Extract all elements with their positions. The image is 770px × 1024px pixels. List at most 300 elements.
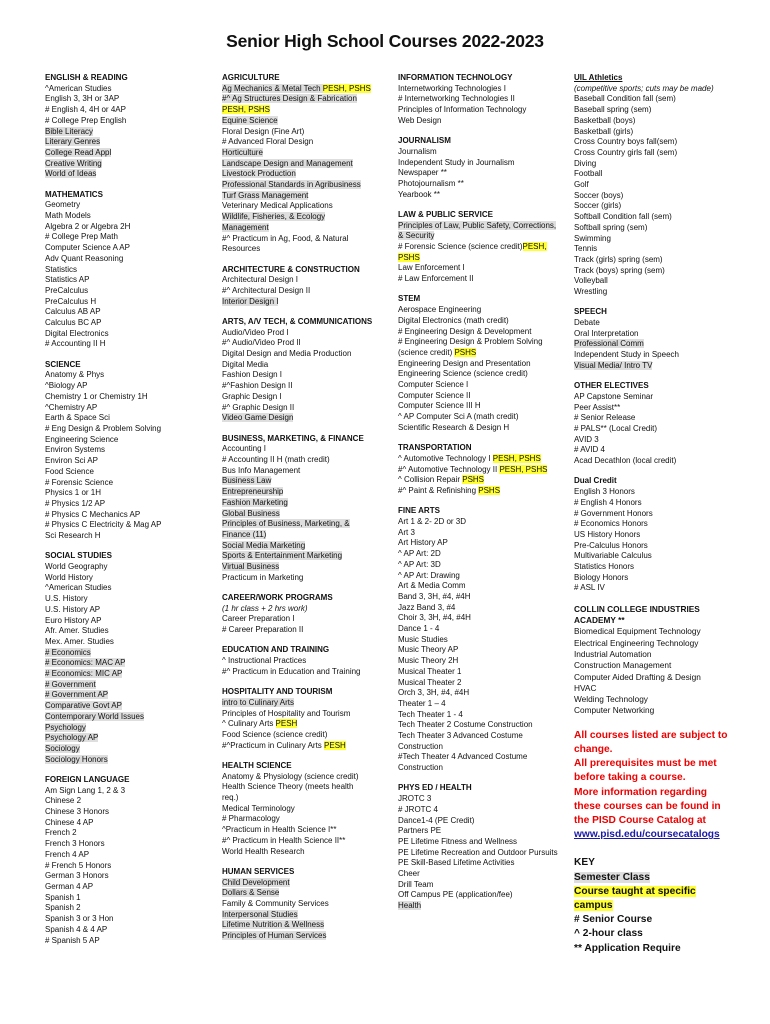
course-item (45, 222, 210, 233)
course-text: ^American Studies (45, 583, 112, 593)
campus-highlight: PESH (324, 740, 346, 750)
course-text: Accounting I (222, 444, 267, 454)
course-text: US History Honors (574, 529, 641, 539)
course-item (45, 903, 210, 914)
course-text: Scientific Research & Design H (398, 422, 510, 432)
course-item (398, 752, 560, 763)
section-heading: EDUCATION AND TRAINING (222, 645, 330, 655)
section (222, 761, 389, 857)
course-item (45, 84, 210, 95)
course-text: Sociology (45, 743, 80, 753)
course-item (222, 169, 389, 180)
course-text: Spanish 1 (45, 892, 81, 902)
key-specific-campus: Course taught at specific campus (574, 885, 696, 911)
course-text: French 4 AP (45, 849, 90, 859)
course-item (574, 541, 734, 552)
course-item (45, 94, 210, 105)
course-text: Football (574, 169, 603, 179)
course-item (45, 329, 210, 340)
course-item (222, 413, 389, 424)
course-text: Bible Literacy (45, 126, 94, 136)
course-item (574, 424, 734, 435)
section (574, 476, 734, 594)
course-item (398, 486, 560, 497)
course-text: Computer Science I (398, 380, 469, 390)
section-heading: ARCHITECTURE & CONSTRUCTION (222, 264, 360, 274)
course-item (45, 914, 210, 925)
course-text: Interior Design I (222, 296, 279, 306)
course-text: French 3 Honors (45, 839, 105, 849)
course-item (45, 413, 210, 424)
course-text: #^ Ag Structures Design & Fabrication (222, 94, 357, 104)
course-item (398, 380, 560, 391)
campus-highlight: PESH, PSHS (322, 83, 371, 93)
column-3 (398, 73, 560, 921)
course-text: # Government Honors (574, 508, 653, 518)
course-text: Environ Systems (45, 445, 106, 455)
section (398, 506, 560, 774)
section (222, 73, 389, 255)
course-text: French 2 (45, 828, 77, 838)
course-text: # Engineering Design & Problem Solving (398, 337, 543, 347)
course-text: Virtual Business (222, 562, 280, 572)
section-heading: SCIENCE (45, 359, 81, 369)
course-item (222, 604, 389, 615)
course-item (45, 159, 210, 170)
course-item (574, 148, 734, 159)
course-item (222, 297, 389, 308)
course-text: World Geography (45, 562, 108, 572)
course-item (45, 148, 210, 159)
course-item (574, 255, 734, 266)
course-text: Food Science (45, 466, 94, 476)
course-text: Music Theory 2H (398, 656, 459, 666)
note-line: All prerequisites must be met (574, 758, 717, 770)
section (45, 190, 210, 351)
course-text: Jazz Band 3, #4 (398, 602, 456, 612)
campus-highlight: PSHS (478, 485, 501, 495)
course-text: Statistics Honors (574, 562, 635, 572)
course-text: ^Chemistry AP (45, 402, 98, 412)
course-item (398, 305, 560, 316)
course-item (398, 538, 560, 549)
course-text: Biology Honors (574, 572, 629, 582)
key-heading: KEY (574, 857, 595, 869)
course-text: Dance1-4 (PE Credit) (398, 815, 475, 825)
course-text: Independent Study in Journalism (398, 157, 515, 167)
course-item (45, 573, 210, 584)
course-text: World of Ideas (45, 169, 97, 179)
course-text: Cross Country boys fall(sem) (574, 137, 678, 147)
course-text: Wildlife, Fisheries, & Ecology (222, 212, 326, 222)
course-item (398, 369, 560, 380)
course-item (398, 826, 560, 837)
course-item (398, 901, 560, 912)
course-item (398, 158, 560, 169)
course-text: # College Prep English (45, 115, 127, 125)
course-item (222, 466, 389, 477)
course-text: Principles of Law, Public Safety, Corrections, (398, 220, 557, 230)
course-text: ^ AP Art: 3D (398, 559, 441, 569)
course-item (45, 562, 210, 573)
course-item (45, 690, 210, 701)
course-text: College Read Appl (45, 147, 112, 157)
campus-highlight: PSHS (462, 475, 485, 485)
course-text: Sports & Entertainment Marketing (222, 551, 343, 561)
course-item (45, 403, 210, 414)
course-text: Tech Theater 3 Advanced Costume (398, 731, 523, 741)
campus-highlight: PSHS (454, 347, 477, 357)
course-text: Graphic Design I (222, 391, 282, 401)
course-item (574, 84, 734, 95)
course-item (222, 562, 389, 573)
course-item (45, 755, 210, 766)
course-item (398, 731, 560, 742)
course-text: #^ Practicum in Ag, Food, & Natural (222, 233, 349, 243)
course-item (45, 265, 210, 276)
course-text: #Tech Theater 4 Advanced Costume (398, 752, 528, 762)
course-item (45, 297, 210, 308)
course-item (398, 337, 560, 348)
course-text: Chinese 3 Honors (45, 807, 110, 817)
course-text: Social Media Marketing (222, 540, 306, 550)
course-text: Family & Community Services (222, 898, 329, 908)
course-item (222, 349, 389, 360)
course-text: Child Development (222, 877, 290, 887)
course-text: U.S. History AP (45, 604, 101, 614)
course-item (398, 816, 560, 827)
collin-academy-section (574, 604, 734, 717)
course-item (398, 645, 560, 656)
section-heading: CAREER/WORK PROGRAMS (222, 593, 333, 603)
course-item (45, 583, 210, 594)
course-item (45, 435, 210, 446)
course-text: Softball Condition fall (sem) (574, 212, 672, 222)
course-item (574, 498, 734, 509)
course-text: AP Capstone Seminar (574, 391, 654, 401)
course-text: Photojournalism ** (398, 178, 464, 188)
course-item (222, 212, 389, 223)
section-heading: STEM (398, 294, 421, 304)
course-text: # Career Preparation II (222, 625, 304, 635)
campus-highlight: PSHS (398, 252, 420, 262)
course-text: Off Campus PE (application/fee) (398, 890, 513, 900)
course-item (398, 858, 560, 869)
course-text: Wrestling (574, 287, 608, 297)
course-text: Earth & Space Sci (45, 413, 110, 423)
course-item (574, 287, 734, 298)
course-item (398, 581, 560, 592)
course-text: Diving (574, 158, 597, 168)
course-text: Afr. Amer. Studies (45, 626, 109, 636)
course-text: Physics 1 or 1H (45, 488, 102, 498)
course-text: # College Prep Math (45, 232, 118, 242)
course-item (574, 562, 734, 573)
campus-highlight: PESH, PSHS (492, 453, 541, 463)
course-text: Finance (11) (222, 529, 267, 539)
course-text: ^ AP Computer Sci A (math credit) (398, 412, 519, 422)
course-item (45, 786, 210, 797)
course-text: Law Enforcement I (398, 263, 465, 273)
course-text: Baseball spring (sem) (574, 105, 652, 115)
course-item (398, 890, 560, 901)
course-item (45, 850, 210, 861)
course-item (398, 105, 560, 116)
course-item (398, 242, 560, 253)
course-text: Baseball Condition fall (sem) (574, 94, 676, 104)
course-item (45, 200, 210, 211)
course-text: Art & Media Comm (398, 581, 466, 591)
campus-highlight: PESH (275, 719, 298, 729)
course-text: Resources (222, 244, 261, 254)
course-item (45, 286, 210, 297)
course-text: Debate (574, 318, 600, 328)
course-item (45, 531, 210, 542)
course-text: req.) (222, 793, 239, 803)
course-catalog-link[interactable]: www.pisd.edu/coursecatalogs (574, 829, 720, 841)
course-item (398, 190, 560, 201)
course-text: Engineering Science (45, 434, 119, 444)
course-text: Musical Theater 1 (398, 666, 462, 676)
course-text: Principles of Human Services (222, 931, 327, 941)
section (222, 434, 389, 584)
course-item (574, 435, 734, 446)
course-text: Yearbook ** (398, 189, 440, 199)
course-item (45, 733, 210, 744)
course-item (398, 475, 560, 486)
course-text: # Physics 1/2 AP (45, 498, 106, 508)
course-text: Pre-Calculus Honors (574, 540, 648, 550)
course-text: Fashion Design I (222, 370, 283, 380)
course-text: # Eng Design & Problem Solving (45, 423, 162, 433)
course-text: #^ Automotive Technology II (398, 464, 500, 474)
course-item (222, 338, 389, 349)
page-title: Senior High School Courses 2022-2023 (226, 31, 544, 51)
course-text: # English 4 Honors (574, 497, 642, 507)
course-text: # Law Enforcement II (398, 274, 474, 284)
section (574, 307, 734, 371)
course-item (398, 805, 560, 816)
course-text: Practicum in Marketing (222, 572, 304, 582)
course-item (45, 318, 210, 329)
section-heading: AGRICULTURE (222, 73, 280, 82)
course-text: Acad Decathlon (local credit) (574, 456, 677, 466)
course-text: # Economics Honors (574, 519, 648, 529)
course-text: Dollars & Sense (222, 888, 280, 898)
note-line: before taking a course. (574, 772, 686, 784)
course-text: Environ Sci AP (45, 456, 98, 466)
course-text: #^Fashion Design II (222, 381, 293, 391)
course-text: # Accounting II H (math credit) (222, 454, 330, 464)
section-heading: Dual Credit (574, 476, 617, 486)
course-text: Management (222, 222, 269, 232)
campus-highlight: PESH, PSHS (222, 105, 271, 115)
course-text: Chinese 2 (45, 796, 82, 806)
course-item (222, 698, 389, 709)
course-item (222, 741, 389, 752)
course-text: Orch 3, 3H, #4, #4H (398, 688, 470, 698)
course-text: German 3 Honors (45, 871, 109, 881)
course-text: Soccer (boys) (574, 190, 624, 200)
course-text: Psychology AP (45, 733, 99, 743)
section-heading: BUSINESS, MARKETING, & FINANCE (222, 433, 364, 443)
course-text: Music Theory AP (398, 645, 459, 655)
course-text: Veterinary Medical Applications (222, 201, 333, 211)
course-item (398, 263, 560, 274)
section (45, 360, 210, 542)
course-item (45, 105, 210, 116)
course-text: (1 hr class + 2 hrs work) (222, 603, 308, 613)
course-text: Livestock Production (222, 169, 296, 179)
course-item (574, 509, 734, 520)
course-text: World Health Research (222, 846, 305, 856)
course-text: (science credit) (398, 347, 455, 357)
note-line: More information regarding (574, 786, 708, 798)
course-item (222, 530, 389, 541)
course-text: #^ Practicum in Health Science II** (222, 835, 346, 845)
section-heading: FOREIGN LANGUAGE (45, 774, 130, 784)
course-item (574, 519, 734, 530)
course-item (574, 445, 734, 456)
course-item (398, 412, 560, 423)
course-item (222, 159, 389, 170)
course-item (398, 837, 560, 848)
course-item (45, 605, 210, 616)
course-text: # Economics: MIC AP (45, 669, 123, 679)
course-text: # Internetworking Technologies II (398, 94, 515, 104)
course-text: Adv Quant Reasoning (45, 253, 124, 263)
notes-lines (574, 729, 734, 828)
course-item (574, 169, 734, 180)
course-text: Volleyball (574, 276, 608, 286)
collin-item: Industrial Automation (574, 648, 652, 659)
course-item (45, 275, 210, 286)
course-text: English 3 Honors (574, 487, 635, 497)
course-text: # Advanced Floral Design (222, 137, 314, 147)
course-item (398, 549, 560, 560)
course-text: Digital Electronics (math credit) (398, 315, 509, 325)
course-item (45, 658, 210, 669)
course-item (574, 456, 734, 467)
course-item (574, 105, 734, 116)
course-text: Principles of Information Technology (398, 105, 527, 115)
course-item (222, 148, 389, 159)
course-item (45, 243, 210, 254)
course-item (45, 839, 210, 850)
course-item (574, 392, 734, 403)
course-text: ^ AP Art: 2D (398, 549, 441, 559)
course-text: Chemistry 1 or Chemistry 1H (45, 391, 148, 401)
course-item (574, 223, 734, 234)
course-item (222, 551, 389, 562)
section-heading: UIL Athletics (574, 73, 623, 82)
course-item (45, 127, 210, 138)
course-item (222, 498, 389, 509)
course-item (574, 276, 734, 287)
course-text: Floral Design (Fine Art) (222, 126, 305, 136)
collin-items (574, 626, 734, 716)
course-item (45, 701, 210, 712)
column-4 (574, 73, 734, 956)
course-item (222, 625, 389, 636)
course-text: Construction (398, 763, 443, 773)
course-text: #^ Practicum in Education and Training (222, 666, 361, 676)
course-item (45, 936, 210, 947)
course-item (222, 573, 389, 584)
course-text: Independent Study in Speech (574, 350, 679, 360)
course-text: Am Sign Lang 1, 2 & 3 (45, 785, 126, 795)
section (222, 593, 389, 636)
collin-item: Computer Aided Drafting & Design (574, 671, 701, 682)
course-text: Comparative Govt AP (45, 701, 122, 711)
course-item (222, 920, 389, 931)
note-line: change. (574, 743, 613, 755)
course-item (398, 869, 560, 880)
section-heading: LAW & PUBLIC SERVICE (398, 209, 493, 219)
course-item (45, 648, 210, 659)
course-text: # Spanish 5 AP (45, 935, 100, 945)
course-item (398, 678, 560, 689)
course-text: # French 5 Honors (45, 860, 112, 870)
course-item (574, 116, 734, 127)
course-item (398, 253, 560, 264)
course-text: Golf (574, 180, 589, 190)
course-text: (competitive sports; cuts may be made) (574, 83, 714, 93)
course-text: Professional Comm (574, 339, 644, 349)
course-item (398, 327, 560, 338)
course-item (574, 159, 734, 170)
course-item (45, 712, 210, 723)
course-text: Psychology (45, 722, 86, 732)
course-text: Computer Science II (398, 390, 471, 400)
course-text: ^ Collision Repair (398, 475, 463, 485)
course-text: Digital Design and Media Production (222, 349, 352, 359)
course-text: ^Practicum in Health Science I** (222, 825, 337, 835)
course-text: Track (girls) spring (sem) (574, 254, 663, 264)
course-item (45, 254, 210, 265)
course-item (45, 339, 210, 350)
key-senior-course-row: # Senior Course (574, 914, 653, 926)
course-item (222, 84, 389, 95)
course-item (398, 179, 560, 190)
course-item (398, 401, 560, 412)
section-heading: ARTS, A/V TECH, & COMMUNICATIONS (222, 316, 373, 326)
course-item (574, 329, 734, 340)
course-text: # Government (45, 679, 96, 689)
course-text: # ASL IV (574, 583, 605, 593)
course-item (222, 370, 389, 381)
course-item (398, 794, 560, 805)
campus-highlight: PESH, PSHS (499, 464, 548, 474)
section (222, 687, 389, 751)
course-item (398, 710, 560, 721)
course-item (574, 583, 734, 594)
course-text: PE Lifetime Recreation and Outdoor Pursuits (398, 847, 558, 857)
section-heading: SPEECH (574, 307, 607, 317)
course-item (574, 212, 734, 223)
course-item (45, 232, 210, 243)
course-text: # Senior Release (574, 413, 636, 423)
column-2 (222, 73, 389, 951)
course-item (45, 211, 210, 222)
course-item (222, 782, 389, 793)
course-item (398, 656, 560, 667)
course-text: Art 1 & 2- 2D or 3D (398, 516, 467, 526)
course-item (45, 882, 210, 893)
course-text: Algebra 2 or Algebra 2H (45, 221, 131, 231)
course-text: Newspaper ** (398, 168, 447, 178)
course-item (574, 94, 734, 105)
